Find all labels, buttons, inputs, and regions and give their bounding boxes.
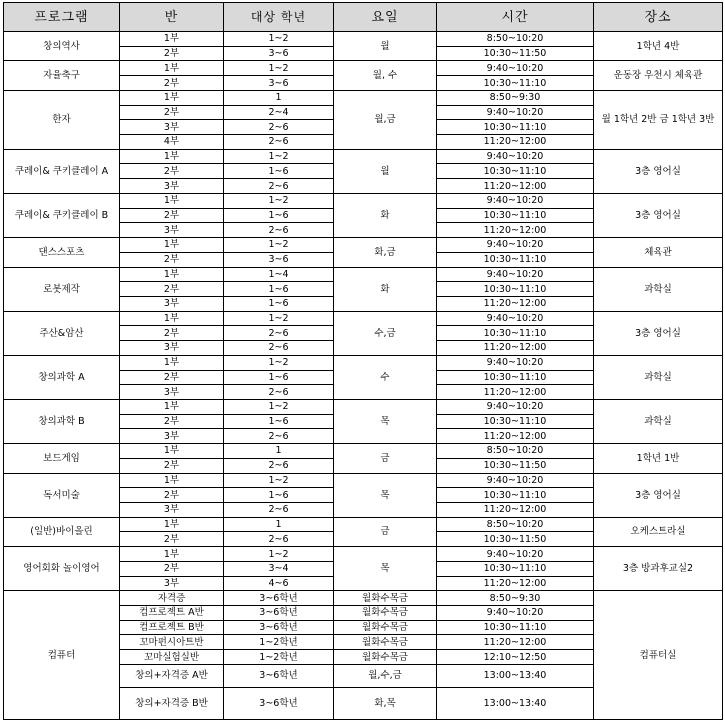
- class-part: 2부: [120, 370, 224, 385]
- time-range: 10:30~11:50: [437, 532, 594, 547]
- class-part: 2부: [120, 208, 224, 223]
- program-name: 쿠레이& 쿠키클레이 A: [4, 149, 120, 193]
- time-range: 10:30~11:10: [437, 414, 594, 429]
- time-range: 10:30~11:10: [437, 370, 594, 385]
- time-range: 11:20~12:00: [437, 135, 594, 150]
- day-of-week: 목: [334, 547, 437, 591]
- table-row: [4, 32, 723, 47]
- target-grade: 1~2: [224, 149, 334, 164]
- target-grade: 1: [224, 90, 334, 105]
- target-grade: 1~2: [224, 238, 334, 253]
- class-name: 자격증: [120, 591, 224, 606]
- time-range: 10:30~11:10: [437, 620, 594, 635]
- time-range: 10:30~11:10: [437, 76, 594, 91]
- time-range: 9:40~10:20: [437, 193, 594, 208]
- target-grade: 1~6: [224, 282, 334, 297]
- table-row: [4, 473, 723, 488]
- table-row: [4, 547, 723, 562]
- class-part: 2부: [120, 46, 224, 61]
- place: 1학년 1반: [594, 444, 723, 473]
- target-grade: 1~6: [224, 164, 334, 179]
- target-grade: 1~2: [224, 547, 334, 562]
- time-range: 8:50~10:20: [437, 32, 594, 47]
- time-range: 9:40~10:20: [437, 311, 594, 326]
- target-grade: 1~2: [224, 32, 334, 47]
- class-part: 1부: [120, 90, 224, 105]
- target-grade: 1: [224, 517, 334, 532]
- program-name: 독서미술: [4, 473, 120, 517]
- target-grade: 2~4: [224, 105, 334, 120]
- time-range: 10:30~11:10: [437, 282, 594, 297]
- target-grade: 1: [224, 444, 334, 459]
- day-of-week: 월: [334, 32, 437, 61]
- class-part: 1부: [120, 399, 224, 414]
- time-range: 13:00~13:40: [437, 664, 594, 687]
- time-range: 9:40~10:20: [437, 149, 594, 164]
- target-grade: 2~6: [224, 503, 334, 518]
- day-of-week: 금: [334, 517, 437, 546]
- program-name: 자율축구: [4, 61, 120, 90]
- place: 3층 영어실: [594, 193, 723, 237]
- time-range: 11:20~12:00: [437, 223, 594, 238]
- time-range: 9:40~10:20: [437, 399, 594, 414]
- time-range: 8:50~9:30: [437, 591, 594, 606]
- schedule-table: [3, 2, 723, 720]
- place: 3층 영어실: [594, 149, 723, 193]
- table-row: [4, 444, 723, 459]
- class-part: 2부: [120, 76, 224, 91]
- target-grade: 1~2: [224, 311, 334, 326]
- target-grade: 4~6: [224, 576, 334, 591]
- time-range: 8:50~10:20: [437, 444, 594, 459]
- time-range: 10:30~11:10: [437, 561, 594, 576]
- time-range: 9:40~10:20: [437, 61, 594, 76]
- time-range: 11:20~12:00: [437, 296, 594, 311]
- day-of-week: 금: [334, 444, 437, 473]
- day-of-week: 월화수목금: [334, 606, 437, 621]
- table-row: [4, 90, 723, 105]
- time-range: 12:10~12:50: [437, 650, 594, 665]
- header-place: 장소: [594, 3, 723, 32]
- place: 월 1학년 2반 금 1학년 3반: [594, 90, 723, 149]
- day-of-week: 화,목: [334, 687, 437, 719]
- place: 오케스트라실: [594, 517, 723, 546]
- time-range: 10:30~11:10: [437, 120, 594, 135]
- program-name: 창의과학 B: [4, 399, 120, 443]
- class-part: 1부: [120, 355, 224, 370]
- time-range: 11:20~12:00: [437, 635, 594, 650]
- table-row: [4, 238, 723, 253]
- program-name: 창의역사: [4, 32, 120, 61]
- target-grade: 1~2학년: [224, 635, 334, 650]
- day-of-week: 수,금: [334, 311, 437, 355]
- program-name: 주산&암산: [4, 311, 120, 355]
- class-name: 꼬마실험실반: [120, 650, 224, 665]
- day-of-week: 월화수목금: [334, 620, 437, 635]
- time-range: 8:50~9:30: [437, 90, 594, 105]
- target-grade: 3~6학년: [224, 664, 334, 687]
- target-grade: 2~6: [224, 458, 334, 473]
- target-grade: 1~6: [224, 296, 334, 311]
- header-time: 시간: [437, 3, 594, 32]
- target-grade: 2~6: [224, 532, 334, 547]
- class-part: 3부: [120, 341, 224, 356]
- program-name: (일반)바이올린: [4, 517, 120, 546]
- target-grade: 3~6: [224, 252, 334, 267]
- day-of-week: 수: [334, 355, 437, 399]
- class-part: 2부: [120, 282, 224, 297]
- program-name: 한자: [4, 90, 120, 149]
- class-part: 1부: [120, 61, 224, 76]
- place: 과학실: [594, 399, 723, 443]
- target-grade: 3~6학년: [224, 620, 334, 635]
- day-of-week: 월,금: [334, 90, 437, 149]
- time-range: 11:20~12:00: [437, 179, 594, 194]
- time-range: 10:30~11:10: [437, 252, 594, 267]
- day-of-week: 월화수목금: [334, 591, 437, 606]
- header-grade: 대상 학년: [224, 3, 334, 32]
- class-part: 2부: [120, 105, 224, 120]
- place: 과학실: [594, 355, 723, 399]
- table-row: [4, 591, 723, 606]
- class-part: 2부: [120, 488, 224, 503]
- class-name: 컴프로젝트 A반: [120, 606, 224, 621]
- time-range: 9:40~10:20: [437, 355, 594, 370]
- place: 컴퓨터실: [594, 591, 723, 720]
- time-range: 11:20~12:00: [437, 385, 594, 400]
- time-range: 10:30~11:10: [437, 208, 594, 223]
- class-part: 2부: [120, 326, 224, 341]
- table-row: [4, 399, 723, 414]
- target-grade: 1~6: [224, 414, 334, 429]
- target-grade: 3~4: [224, 561, 334, 576]
- time-range: 9:40~10:20: [437, 606, 594, 621]
- day-of-week: 월: [334, 149, 437, 193]
- place: 체육관: [594, 238, 723, 267]
- place: 3층 영어실: [594, 473, 723, 517]
- place: 과학실: [594, 267, 723, 311]
- table-row: [4, 517, 723, 532]
- target-grade: 2~6: [224, 223, 334, 238]
- class-part: 3부: [120, 179, 224, 194]
- target-grade: 3~6: [224, 46, 334, 61]
- time-range: 10:30~11:50: [437, 458, 594, 473]
- class-part: 2부: [120, 532, 224, 547]
- day-of-week: 화: [334, 193, 437, 237]
- day-of-week: 월화수목금: [334, 635, 437, 650]
- class-name: 창의+자격증 A반: [120, 664, 224, 687]
- target-grade: 2~6: [224, 385, 334, 400]
- day-of-week: 화: [334, 267, 437, 311]
- time-range: 10:30~11:10: [437, 164, 594, 179]
- target-grade: 1~2: [224, 399, 334, 414]
- class-part: 1부: [120, 444, 224, 459]
- day-of-week: 월,수,금: [334, 664, 437, 687]
- class-part: 1부: [120, 473, 224, 488]
- class-part: 3부: [120, 385, 224, 400]
- time-range: 9:40~10:20: [437, 105, 594, 120]
- class-part: 3부: [120, 223, 224, 238]
- header-row: [4, 3, 723, 32]
- program-name: 컴퓨터: [4, 591, 120, 720]
- table-row: [4, 355, 723, 370]
- target-grade: 2~6: [224, 341, 334, 356]
- target-grade: 1~6: [224, 208, 334, 223]
- class-name: 꼬마펀시아트반: [120, 635, 224, 650]
- target-grade: 3~6학년: [224, 606, 334, 621]
- class-part: 2부: [120, 252, 224, 267]
- table-row: [4, 193, 723, 208]
- time-range: 11:20~12:00: [437, 429, 594, 444]
- header-class: 반: [120, 3, 224, 32]
- target-grade: 2~6: [224, 135, 334, 150]
- place: 3층 방과후교실2: [594, 547, 723, 591]
- target-grade: 1~6: [224, 488, 334, 503]
- schedule-body: [4, 32, 723, 720]
- class-part: 2부: [120, 458, 224, 473]
- class-part: 1부: [120, 267, 224, 282]
- class-part: 1부: [120, 193, 224, 208]
- class-part: 3부: [120, 429, 224, 444]
- table-row: [4, 149, 723, 164]
- day-of-week: 목: [334, 473, 437, 517]
- time-range: 11:20~12:00: [437, 341, 594, 356]
- header-day: 요일: [334, 3, 437, 32]
- target-grade: 1~2: [224, 61, 334, 76]
- target-grade: 1~2: [224, 473, 334, 488]
- target-grade: 1~2: [224, 355, 334, 370]
- time-range: 9:40~10:20: [437, 267, 594, 282]
- target-grade: 1~4: [224, 267, 334, 282]
- time-range: 13:00~13:40: [437, 687, 594, 719]
- table-row: [4, 61, 723, 76]
- target-grade: 1~6: [224, 370, 334, 385]
- program-name: 댄스스포츠: [4, 238, 120, 267]
- target-grade: 2~6: [224, 429, 334, 444]
- time-range: 11:20~12:00: [437, 503, 594, 518]
- target-grade: 3~6학년: [224, 687, 334, 719]
- target-grade: 2~6: [224, 179, 334, 194]
- class-part: 1부: [120, 547, 224, 562]
- class-part: 4부: [120, 135, 224, 150]
- target-grade: 2~6: [224, 120, 334, 135]
- day-of-week: 월, 수: [334, 61, 437, 90]
- place: 1학년 4반: [594, 32, 723, 61]
- class-part: 1부: [120, 517, 224, 532]
- class-part: 1부: [120, 238, 224, 253]
- time-range: 11:20~12:00: [437, 576, 594, 591]
- table-row: [4, 311, 723, 326]
- program-name: 영어회화 놀이영어: [4, 547, 120, 591]
- program-name: 창의과학 A: [4, 355, 120, 399]
- class-part: 2부: [120, 164, 224, 179]
- class-name: 창의+자격증 B반: [120, 687, 224, 719]
- class-part: 1부: [120, 149, 224, 164]
- target-grade: 2~6: [224, 326, 334, 341]
- time-range: 9:40~10:20: [437, 473, 594, 488]
- time-range: 10:30~11:50: [437, 46, 594, 61]
- class-part: 3부: [120, 576, 224, 591]
- time-range: 9:40~10:20: [437, 238, 594, 253]
- class-name: 컴프로젝트 B반: [120, 620, 224, 635]
- class-part: 3부: [120, 296, 224, 311]
- day-of-week: 월화수목금: [334, 650, 437, 665]
- time-range: 9:40~10:20: [437, 547, 594, 562]
- day-of-week: 화,금: [334, 238, 437, 267]
- target-grade: 1~2학년: [224, 650, 334, 665]
- time-range: 8:50~10:20: [437, 517, 594, 532]
- time-range: 10:30~11:10: [437, 326, 594, 341]
- class-part: 3부: [120, 503, 224, 518]
- program-name: 보드게임: [4, 444, 120, 473]
- class-part: 2부: [120, 414, 224, 429]
- place: 3층 영어실: [594, 311, 723, 355]
- program-name: 로봇제작: [4, 267, 120, 311]
- target-grade: 1~2: [224, 193, 334, 208]
- program-name: 쿠레이& 쿠키클레이 B: [4, 193, 120, 237]
- class-part: 2부: [120, 561, 224, 576]
- class-part: 3부: [120, 120, 224, 135]
- class-part: 1부: [120, 32, 224, 47]
- target-grade: 3~6학년: [224, 591, 334, 606]
- table-row: [4, 267, 723, 282]
- header-program: 프로그램: [4, 3, 120, 32]
- class-part: 1부: [120, 311, 224, 326]
- target-grade: 3~6: [224, 76, 334, 91]
- place: 운동장 우천시 체육관: [594, 61, 723, 90]
- time-range: 10:30~11:10: [437, 488, 594, 503]
- day-of-week: 목: [334, 399, 437, 443]
